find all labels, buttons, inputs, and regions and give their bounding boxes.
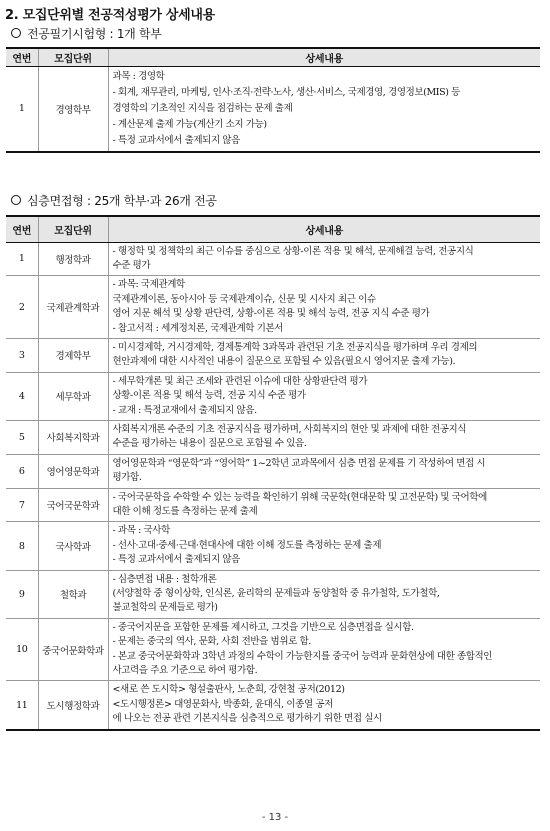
- section-heading: 2. 모집단위별 전공적성평가 상세내용: [5, 8, 215, 23]
- header-num: 연번: [6, 216, 38, 242]
- detail-cell: [108, 488, 540, 522]
- table-row: [6, 488, 540, 522]
- row-number: 10: [6, 618, 38, 681]
- detail-line: 상황-이론 적용 및 해석 능력, 전공 지식 수준 평가: [112, 390, 306, 402]
- detail-cell: [108, 66, 540, 152]
- table1-title: [11, 25, 162, 42]
- detail-line: - 참고서적 : 세계정치론, 국제관계학 기본서: [112, 322, 284, 334]
- table-row: [6, 522, 540, 570]
- detail-line: - 미시경제학, 거시경제학, 경제통계학 3과목과 관련된 기초 전공지식을 평가하며 우리 경제의: [112, 341, 478, 353]
- detail-cell: [108, 242, 540, 276]
- detail-line: 불교철학의 문제들로 평가): [112, 602, 218, 614]
- detail-line: - 특정 교과서에서 출제되지 않음: [112, 134, 240, 146]
- detail-cell: [108, 618, 540, 681]
- detail-line: 영어 지문 해석 및 상황 판단력, 상황-이론 적용 및 해석 능력, 전공 지식 수준 평가: [112, 308, 430, 320]
- detail-cell: [108, 570, 540, 618]
- detail-line: - 중국어지문을 포함한 문제를 제시하고, 그것을 기반으로 심층면접을 실시함.: [112, 621, 414, 633]
- table-row: [6, 570, 540, 618]
- recruitment-unit: 국제관계학과: [38, 276, 108, 339]
- row-number: 5: [6, 420, 38, 454]
- recruitment-unit: 국어국문학과: [38, 488, 108, 522]
- written-exam-table: [6, 47, 540, 153]
- header-detail: 상세내용: [108, 216, 540, 242]
- detail-line: - 선사·고대·중세·근대·현대사에 대한 이해 정도를 측정하는 문제 출제: [112, 539, 382, 551]
- detail-line: 대한 이해 정도를 측정하는 문제 출제: [112, 506, 258, 517]
- table-row: [6, 66, 540, 152]
- recruitment-unit: 사회복지학과: [38, 420, 108, 454]
- circle-bullet-icon: [11, 195, 21, 205]
- detail-line: 에 나오는 전공 관련 기본지식을 심층적으로 평가하기 위한 면접 실시: [112, 713, 382, 725]
- recruitment-unit: 도시행정학과: [38, 681, 108, 730]
- detail-line: - 교재 : 특정교재에서 출제되지 않음.: [112, 404, 257, 416]
- detail-line: 영어영문학과 “영문학”과 “영어학” 1~2학년 교과목에서 심층 면접 문제를 기 작성하여 면접 시: [112, 457, 486, 469]
- detail-line: (서양철학 중 형이상학, 인식론, 윤리학의 문제들과 동양철학 중 유가철학, 도가철학,: [112, 588, 440, 600]
- detail-line: 평가함.: [112, 472, 142, 484]
- detail-line: - 문제는 중국의 역사, 문화, 사회 전반을 범위로 함.: [112, 636, 311, 648]
- detail-line: - 본교 중국어문화학과 3학년 과정의 수학이 가능한지를 중국어 능력과 문화현상에 대한 종합적인: [112, 650, 493, 662]
- detail-line: - 과목 : 국사학: [112, 525, 170, 537]
- circle-bullet-icon: [11, 28, 21, 38]
- recruitment-unit: 경영학부: [38, 66, 108, 152]
- recruitment-unit: 영어영문학과: [38, 454, 108, 488]
- page-number: - 13 -: [261, 812, 289, 823]
- row-number: 11: [6, 681, 38, 730]
- detail-cell: [108, 681, 540, 730]
- table1-title-text: 전공필기시험형 : 1개 학부: [27, 27, 162, 41]
- row-number: 3: [6, 338, 38, 372]
- row-number: 1: [6, 66, 38, 152]
- table2-title-text: 심층면접형 : 25개 학부·과 26개 전공: [27, 194, 217, 208]
- recruitment-unit: 경제학부: [38, 338, 108, 372]
- header-num: 연번: [6, 48, 38, 66]
- detail-line: - 계산문제 출제 가능(계산기 소지 가능): [112, 118, 267, 130]
- table-row: [6, 618, 540, 681]
- detail-line: 수준을 평가하는 내용이 질문으로 포함될 수 있음.: [112, 438, 307, 450]
- table-row: [6, 242, 540, 276]
- detail-line: - 행정학 및 정책학의 최근 이슈를 중심으로 상황-이론 적용 및 해석, 문제해결 능력, 전공지식: [112, 245, 474, 257]
- detail-line: 과목 : 경영학: [112, 70, 165, 82]
- recruitment-unit: 세무학과: [38, 372, 108, 420]
- detail-cell: [108, 522, 540, 570]
- table-row: [6, 276, 540, 339]
- header-unit: 모집단위: [38, 216, 108, 242]
- detail-line: 사회복지개론 수준의 기초 전공지식을 평가하며, 사회복지의 현안 및 과제에 대한 전공지식: [112, 423, 467, 435]
- detail-line: - 과목: 국제관계학: [112, 279, 185, 291]
- detail-line: 사고력을 주요 기준으로 하여 평가함.: [112, 665, 258, 677]
- row-number: 2: [6, 276, 38, 339]
- detail-line: - 국어국문학을 수학할 수 있는 능력을 확인하기 위해 국문학(현대문학 및 고전문학) 및 국어학에: [112, 491, 487, 503]
- header-detail: 상세내용: [108, 48, 540, 66]
- table-row: [6, 681, 540, 730]
- row-number: 9: [6, 570, 38, 618]
- table-row: [6, 420, 540, 454]
- detail-line: 현안과제에 대한 시사적인 내용이 질문으로 포함될 수 있음(필요시 영어지문 출제 가능).: [112, 356, 456, 368]
- recruitment-unit: 국사학과: [38, 522, 108, 570]
- interview-table: [6, 215, 540, 731]
- detail-cell: [108, 454, 540, 488]
- recruitment-unit: 철학과: [38, 570, 108, 618]
- detail-cell: [108, 276, 540, 339]
- detail-cell: [108, 372, 540, 420]
- detail-line: 경영학의 기초적인 지식을 점검하는 문제 출제: [112, 102, 293, 114]
- row-number: 1: [6, 242, 38, 276]
- detail-line: <도시행정론> 대영문화사, 박종화, 윤대식, 이종열 공저: [112, 698, 333, 710]
- table-row: [6, 454, 540, 488]
- row-number: 7: [6, 488, 38, 522]
- detail-line: - 세무학개론 및 최근 조세와 관련된 이슈에 대한 상황판단력 평가: [112, 375, 368, 387]
- header-unit: 모집단위: [38, 48, 108, 66]
- detail-line: - 특정 교과서에서 출제되지 않음: [112, 554, 240, 566]
- detail-line: - 회계, 재무관리, 마케팅, 인사·조직·전략·노사, 생산·서비스, 국제경영, 경영정보(MIS) 등: [112, 86, 460, 98]
- row-number: 4: [6, 372, 38, 420]
- detail-cell: [108, 338, 540, 372]
- recruitment-unit: 행정학과: [38, 242, 108, 276]
- recruitment-unit: 중국어문화학과: [38, 618, 108, 681]
- table2-title: [11, 192, 217, 209]
- detail-line: 국제관계이론, 동아시아 등 국제관계이슈, 신문 및 시사지 최근 이슈: [112, 293, 376, 305]
- detail-line: 수준 평가: [112, 259, 151, 271]
- row-number: 8: [6, 522, 38, 570]
- table-row: [6, 338, 540, 372]
- row-number: 6: [6, 454, 38, 488]
- detail-line: <새로 쓴 도시학> 형설출판사, 노춘희, 강현철 공저(2012): [112, 684, 345, 696]
- detail-line: - 심층면접 내용 : 철학개론: [112, 573, 217, 585]
- detail-cell: [108, 420, 540, 454]
- table-row: [6, 372, 540, 420]
